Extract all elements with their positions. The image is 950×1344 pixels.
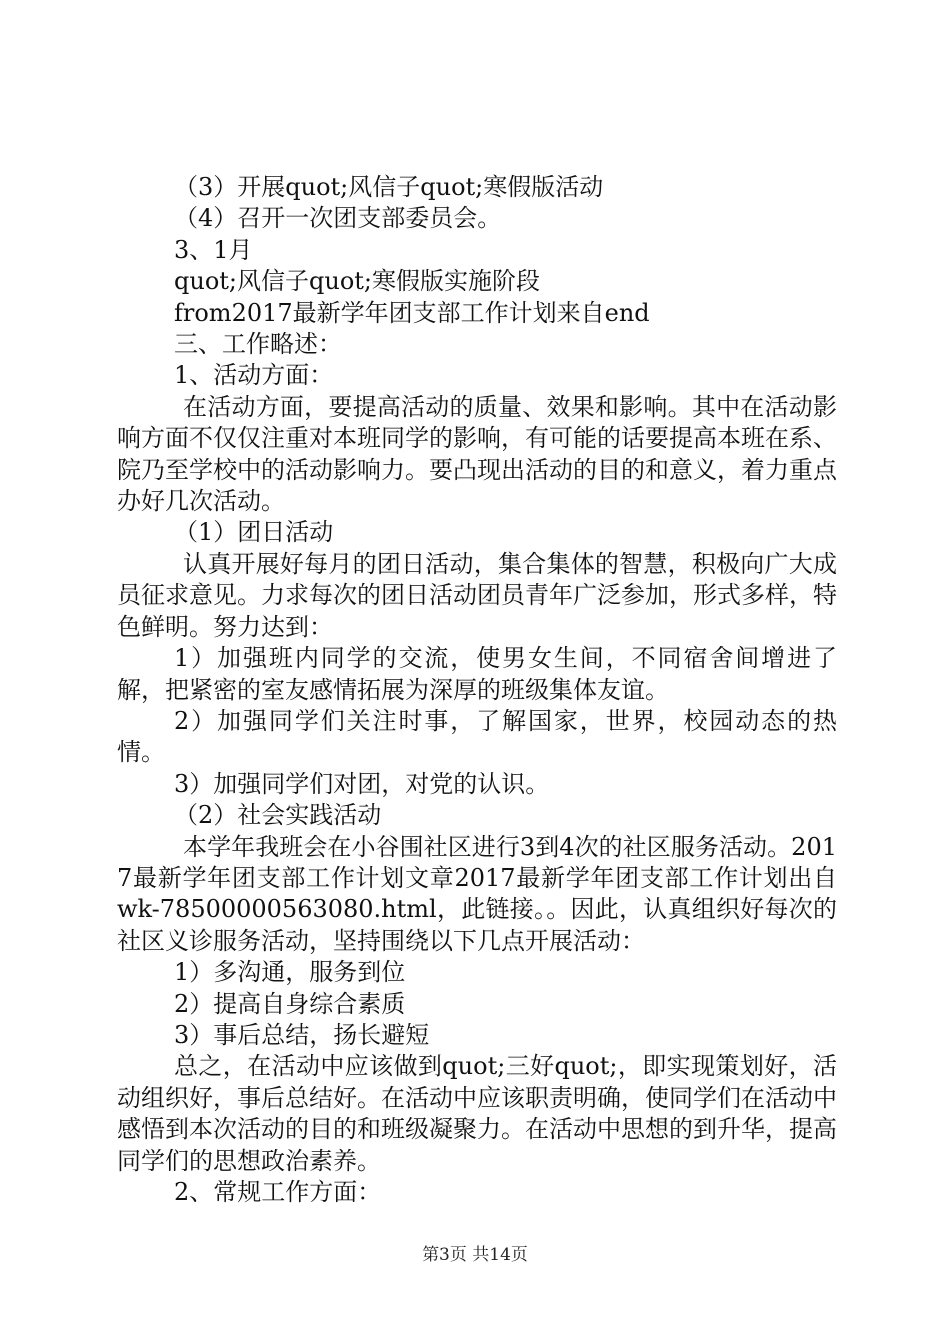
paragraph: 本学年我班会在小谷围社区进行3到4次的社区服务活动。2017最新学年团支部工作计划文章2017最新学年团支部工作计划出自wk-78500000563080.html，此链接。。因此，认真组织好每次的社区义诊服务活动，坚持围绕以下几点开展活动： <box>117 832 837 955</box>
list-item: 1）加强班内同学的交流，使男女生间，不同宿舍间增进了解，把紧密的室友感情拓展为深厚的班级集体友谊。 <box>117 644 837 704</box>
list-item: 1）多沟通，服务到位 <box>174 958 406 987</box>
list-item: 2）加强同学们关注时事，了解国家，世界，校园动态的热情。 <box>117 706 837 767</box>
subsection-heading: 2、常规工作方面： <box>174 1178 382 1206</box>
paragraph: 3、1月 <box>174 235 253 264</box>
list-item: 3）事后总结，扬长避短 <box>174 1020 430 1049</box>
paragraph: （3）开展quot;风信子quot;寒假版活动 <box>174 173 604 201</box>
document-body <box>117 172 837 1208</box>
paragraph: 总之，在活动中应该做到quot;三好quot;，即实现策划好，活动组织好，事后总结好。在活动中应该职责明确，使同学们在活动中感悟到本次活动的目的和班级凝聚力。在活动中思想的到升华，提高同学们的思想政治素养。 <box>117 1052 837 1175</box>
section-heading: 三、工作略述： <box>174 330 342 359</box>
paragraph: 在活动方面，要提高活动的质量、效果和影响。其中在活动影响方面不仅仅注重对本班同学的影响，有可能的话要提高本班在系、院乃至学校中的活动影响力。要凸现出活动的目的和意义，着力重点办好几次活动。 <box>117 392 837 516</box>
page-footer <box>0 1240 950 1265</box>
list-item: 2）提高自身综合素质 <box>174 989 406 1018</box>
subsection-heading: （2）社会实践活动 <box>174 801 382 830</box>
page-number-label: 第3页 共14页 <box>422 1245 528 1265</box>
paragraph: quot;风信子quot;寒假版实施阶段 <box>174 267 540 296</box>
paragraph: （4）召开一次团支部委员会。 <box>174 204 502 233</box>
list-item: 3）加强同学们对团，对党的认识。 <box>174 769 550 798</box>
subsection-heading: （1）团日活动 <box>174 518 334 547</box>
paragraph: from2017最新学年团支部工作计划来自end <box>174 298 650 327</box>
paragraph: 认真开展好每月的团日活动，集合集体的智慧，积极向广大成员征求意见。力求每次的团日活动团员青年广泛参加，形式多样，特色鲜明。努力达到： <box>117 549 837 641</box>
subsection-heading: 1、活动方面： <box>174 361 334 390</box>
